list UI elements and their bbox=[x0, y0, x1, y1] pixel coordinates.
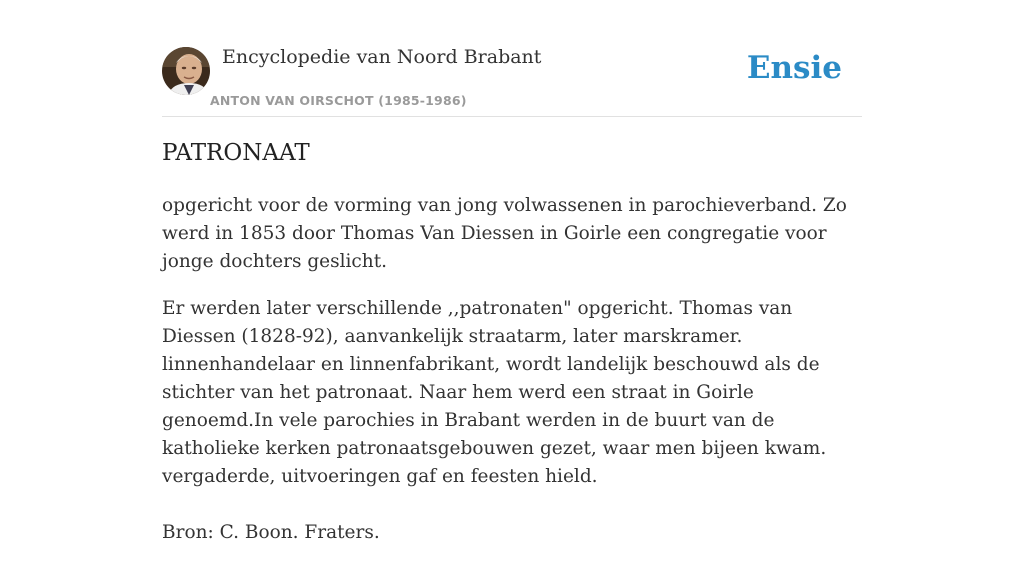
source-line: Bron: C. Boon. Fraters. bbox=[162, 522, 380, 543]
entry-title: PATRONAAT bbox=[162, 140, 310, 166]
ensie-logo[interactable]: Ensie bbox=[746, 50, 842, 86]
entry-header bbox=[162, 0, 862, 117]
author-name[interactable]: ANTON VAN OIRSCHOT (1985-1986) bbox=[210, 93, 467, 108]
paragraph: opgericht voor de vorming van jong volwassenen in parochieverband. Zo werd in 1853 door Thomas Van Diessen in Goirle een congregatie voor jonge dochters geslicht. bbox=[162, 195, 847, 272]
author-photo-icon bbox=[162, 47, 210, 95]
paragraph: Er werden later verschillende ,,patronaten" opgericht. Thomas van Diessen (1828-92), aanvankelijk straatarm, later marskramer. linnenhandelaar en linnenfabrikant, wordt landelijk beschouwd als de stichter van het patronaat. Naar hem werd een straat in Goirle genoemd.In vele parochies in Brabant werden in de buurt van de katholieke kerken patronaatsgebouwen gezet, waar men bijeen kwam. vergaderde, uitvoeringen gaf en feesten hield. bbox=[162, 298, 827, 487]
entry-page bbox=[162, 0, 862, 543]
author-avatar[interactable] bbox=[162, 47, 210, 95]
entry-body bbox=[162, 192, 866, 566]
source-title[interactable]: Encyclopedie van Noord Brabant bbox=[222, 46, 542, 68]
